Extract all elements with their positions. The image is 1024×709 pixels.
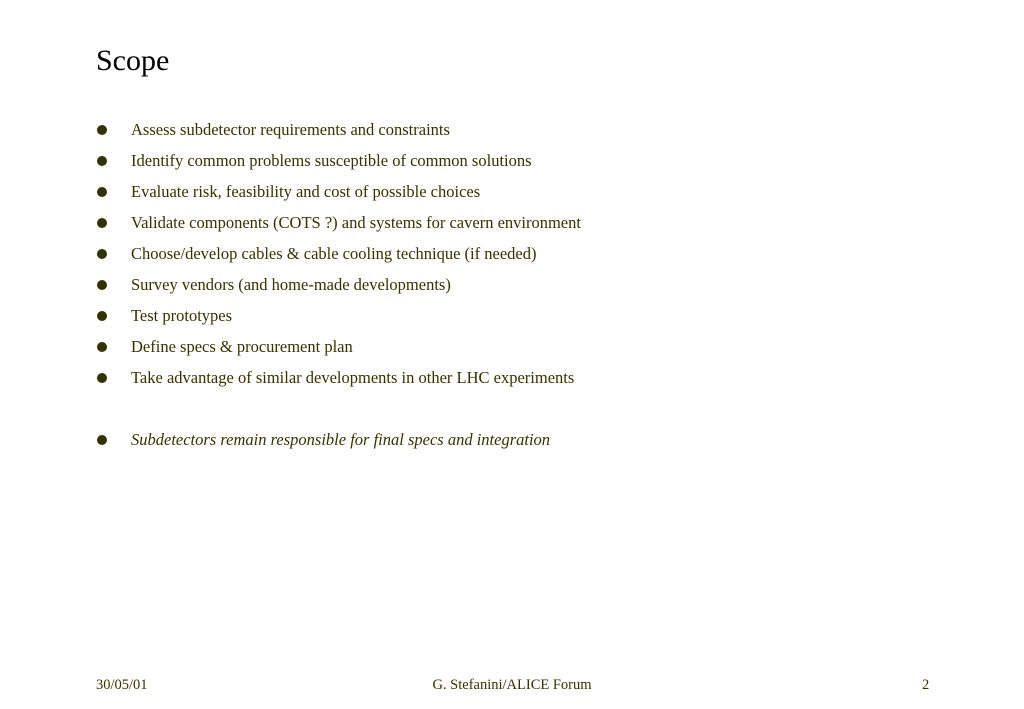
bullet-dot-icon bbox=[97, 249, 107, 259]
bullet-item bbox=[97, 304, 581, 335]
bullet-text: Evaluate risk, feasibility and cost of possible choices bbox=[131, 182, 481, 201]
slide-title: Scope bbox=[96, 44, 170, 77]
bullet-item bbox=[97, 335, 581, 366]
footer-date: 30/05/01 bbox=[96, 677, 148, 693]
bullet-dot-icon bbox=[97, 342, 107, 352]
bullet-text: Choose/develop cables & cable cooling technique (if needed) bbox=[131, 244, 537, 263]
bullet-text: Identify common problems susceptible of common solutions bbox=[131, 151, 532, 170]
bullet-text: Test prototypes bbox=[131, 306, 233, 325]
bullet-item bbox=[97, 180, 581, 211]
footer-author: G. Stefanini/ALICE Forum bbox=[432, 677, 592, 693]
bullet-text: Validate components (COTS ?) and systems for cavern environment bbox=[131, 213, 581, 232]
bullet-dot-icon bbox=[97, 156, 107, 166]
bullet-dot-icon bbox=[97, 187, 107, 197]
bullet-item bbox=[97, 242, 581, 273]
bullet-text: Assess subdetector requirements and constraints bbox=[131, 120, 450, 139]
bullet-item bbox=[97, 211, 581, 242]
bullet-list bbox=[97, 118, 581, 459]
bullet-dot-icon bbox=[97, 280, 107, 290]
bullet-text: Define specs & procurement plan bbox=[131, 337, 353, 356]
bullet-item bbox=[97, 366, 581, 397]
bullet-text: Take advantage of similar developments in other LHC experiments bbox=[131, 368, 575, 387]
page-number: 2 bbox=[922, 677, 930, 693]
bullet-dot-icon bbox=[97, 435, 107, 445]
bullet-dot-icon bbox=[97, 373, 107, 383]
bullet-text: Survey vendors (and home-made developments) bbox=[131, 275, 451, 294]
bullet-dot-icon bbox=[97, 311, 107, 321]
note-text: Subdetectors remain responsible for final specs and integration bbox=[131, 430, 551, 449]
bullet-item-note bbox=[97, 428, 581, 459]
bullet-item bbox=[97, 273, 581, 304]
bullet-dot-icon bbox=[97, 218, 107, 228]
bullet-dot-icon bbox=[97, 125, 107, 135]
bullet-item bbox=[97, 149, 581, 180]
bullet-item bbox=[97, 118, 581, 149]
